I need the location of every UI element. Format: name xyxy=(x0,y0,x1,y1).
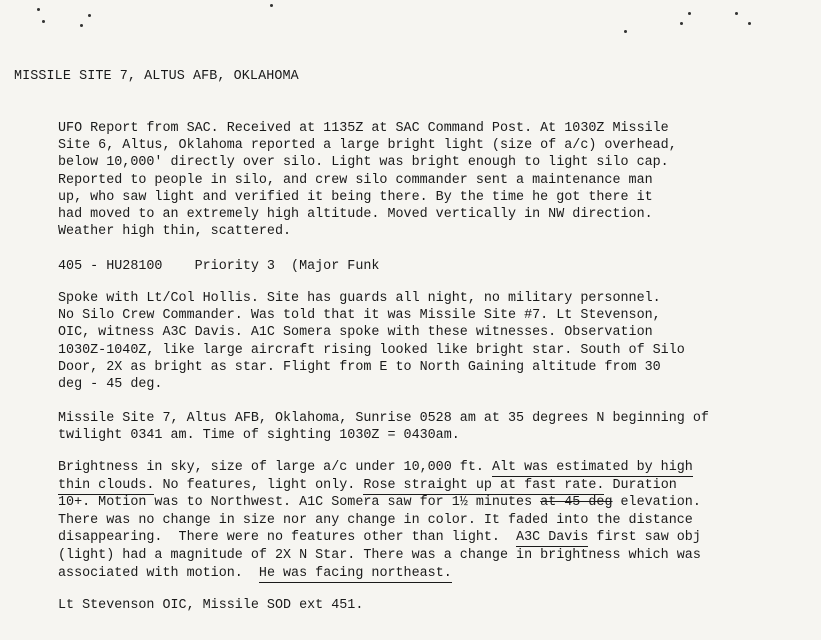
underlined-text: He was facing northeast. xyxy=(258,565,452,581)
text-fragment: first saw obj xyxy=(588,530,701,546)
scan-speck xyxy=(688,12,691,15)
scan-speck xyxy=(680,22,683,25)
text-line: deg - 45 deg. xyxy=(58,377,163,393)
text-line: Weather high thin, scattered. xyxy=(58,224,292,240)
text-fragment: Duration xyxy=(604,477,677,493)
text-line: UFO Report from SAC. Received at 1135Z at SAC Command Post. At 1030Z Missile xyxy=(58,121,669,136)
details-paragraph xyxy=(58,459,701,582)
text-line: Missile Site 7, Altus AFB, Oklahoma, Sunrise 0528 am at 35 degrees N beginning of xyxy=(58,411,709,426)
text-line: Lt Stevenson OIC, Missile SOD ext 451. xyxy=(58,598,364,613)
text-fragment: elevation. xyxy=(612,495,701,511)
text-fragment: Brightness in sky, size of large a/c under 10,000 ft. xyxy=(58,460,492,475)
reference-line xyxy=(58,258,379,275)
text-line: twilight 0341 am. Time of sighting 1030Z = 0430am. xyxy=(58,428,460,444)
location-paragraph xyxy=(58,410,709,444)
scan-speck xyxy=(37,8,40,11)
text-line: Site 6, Altus, Oklahoma reported a large bright light (size of a/c) overhead, xyxy=(58,138,677,154)
text-line: (light) had a magnitude of 2X N Star. There was a change in brightness which was xyxy=(58,547,701,563)
text-line: up, who saw light and verified it being there. By the time he got there it xyxy=(58,189,653,205)
scan-speck xyxy=(42,20,45,23)
text-line: OIC, witness A3C Davis. A1C Somera spoke with these witnesses. Observation xyxy=(58,325,653,341)
text-line: No Silo Crew Commander. Was told that it was Missile Site #7. Lt Stevenson, xyxy=(58,308,661,324)
scan-speck xyxy=(80,24,83,27)
text-line: Spoke with Lt/Col Hollis. Site has guards all night, no military personnel. xyxy=(58,291,661,306)
underlined-text: Alt was estimated by high xyxy=(491,460,693,475)
underlined-text: thin clouds. xyxy=(58,477,155,493)
underlined-text: Rose straight up at fast rate. xyxy=(363,477,605,493)
text-fragment: disappearing. There were no features other than light. xyxy=(58,530,517,546)
scan-speck xyxy=(88,14,91,17)
text-line: Reported to people in silo, and crew silo commander sent a maintenance man xyxy=(58,172,653,188)
document-heading: MISSILE SITE 7, ALTUS AFB, OKLAHOMA xyxy=(14,69,299,84)
interview-paragraph xyxy=(58,290,685,393)
text-line: had moved to an extremely high altitude. Moved vertically in NW direction. xyxy=(58,207,653,223)
scan-speck xyxy=(748,22,751,25)
footer-line xyxy=(58,597,363,614)
scan-speck xyxy=(624,30,627,33)
underlined-text: A3C Davis xyxy=(516,530,589,546)
text-line: 405 - HU28100 Priority 3 (Major Funk xyxy=(58,259,380,274)
scan-speck xyxy=(735,12,738,15)
struck-text: at 45 deg xyxy=(540,495,613,511)
text-line: Door, 2X as bright as star. Flight from E to North Gaining altitude from 30 xyxy=(58,359,661,375)
report-paragraph xyxy=(58,120,677,240)
text-line: 1030Z-1040Z, like large aircraft rising looked like bright star. South of Silo xyxy=(58,342,685,358)
text-fragment: associated with motion. xyxy=(58,565,259,581)
scan-speck xyxy=(270,4,273,7)
text-fragment: No features, light only. xyxy=(154,477,364,493)
text-line: There was no change in size nor any change in color. It faded into the distance xyxy=(58,512,693,528)
text-line: below 10,000' directly over silo. Light was bright enough to light silo cap. xyxy=(58,155,669,171)
text-fragment: 10+. Motion was to Northwest. A1C Somera saw for 1½ minutes xyxy=(58,495,541,511)
